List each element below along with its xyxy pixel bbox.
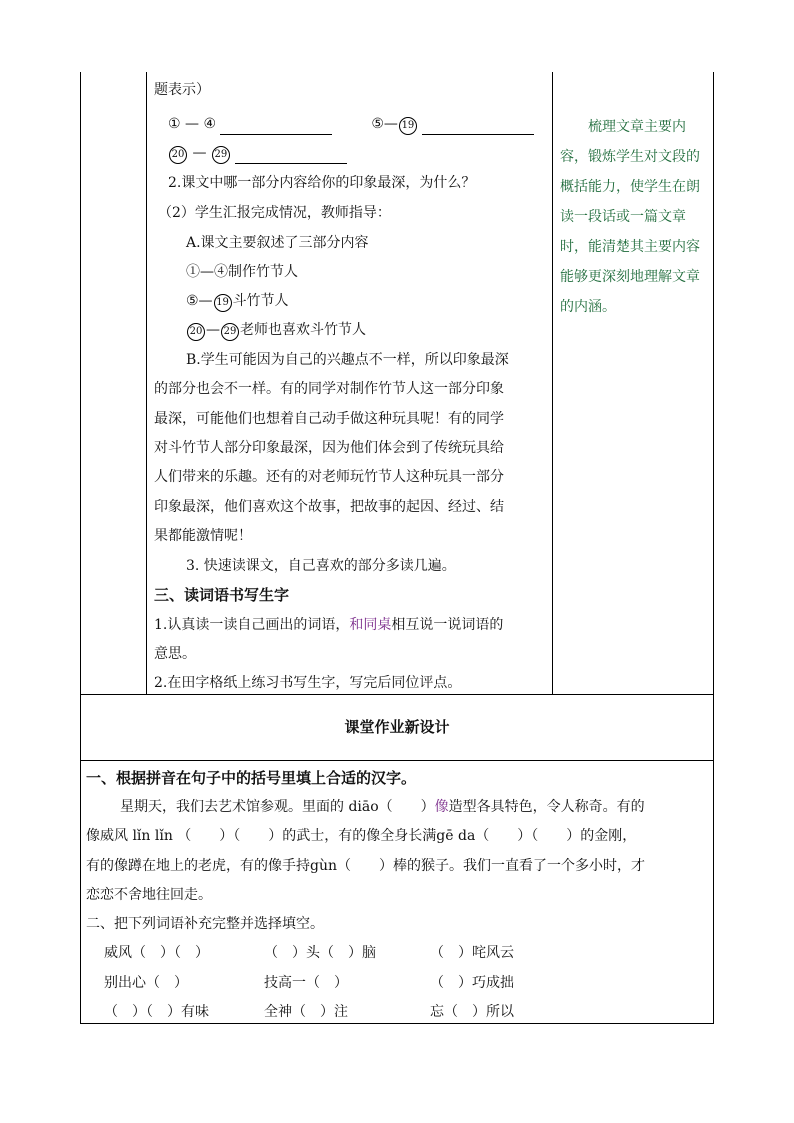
word-item: 别出心（ ） xyxy=(104,975,188,991)
range-label: 老师也喜欢斗竹节人 xyxy=(240,322,366,338)
word-item: （ ）巧成拙 xyxy=(430,975,514,991)
word-item: （ ）头（ ）脑 xyxy=(264,945,376,961)
answer-a-heading: A.课文主要叙述了三部分内容 xyxy=(186,235,369,251)
word-item: （ ）咤风云 xyxy=(430,945,514,961)
parts-row-1 xyxy=(168,114,534,135)
homework-q1-line-4: 恋恋不舍地往回走。 xyxy=(86,887,212,903)
table-left-border xyxy=(80,72,81,1024)
blank-line-3 xyxy=(235,149,347,164)
answer-b-line-3: 最深，可能他们也想着自己动手做这种玩具呢！有的同学 xyxy=(154,411,504,427)
continuation-line: 题表示） xyxy=(154,82,210,98)
dash: — xyxy=(206,322,220,338)
word-item: 全神（ ）注 xyxy=(264,1004,348,1020)
circled-number: 29 xyxy=(221,323,239,341)
step-3: 3. 快速读课文，自己喜欢的部分多读几遍。 xyxy=(186,558,456,574)
answer-a-item-3 xyxy=(186,320,366,341)
homework-q1-title: 一、根据拼音在句子中的括号里填上合适的汉字。 xyxy=(86,769,417,787)
answer-a-item-1: ①—④制作竹节人 xyxy=(186,264,298,280)
word-item: 威风（ ）（ ） xyxy=(104,945,209,961)
word-item: 技高一（ ） xyxy=(264,975,348,991)
circled-number: 19 xyxy=(399,117,417,135)
table-header-divider xyxy=(80,760,714,761)
section-3-item-2: 2.在田字格纸上练习书写生字，写完后同位评点。 xyxy=(154,675,462,691)
circled-number: 19 xyxy=(214,294,232,312)
table-bottom-border xyxy=(80,1023,714,1024)
answer-a-item-2 xyxy=(186,291,289,312)
answer-b-line-6: 印象最深，他们喜欢这个故事，把故事的起因、经过、结 xyxy=(154,499,504,515)
range-label: 斗竹节人 xyxy=(232,293,289,309)
word-item: 忘（ ）所以 xyxy=(430,1004,514,1020)
table-col2-border xyxy=(552,72,553,694)
answer-b-line-4: 对斗竹节人部分印象最深，因为他们体会到了传统玩具给 xyxy=(154,440,504,456)
text-segment: 相互说一说词语的 xyxy=(391,617,504,633)
section-3-title: 三、读词语书写生字 xyxy=(154,586,290,604)
circled-number: 20 xyxy=(169,146,187,164)
table-col1-border xyxy=(146,72,147,694)
answer-b-line-1: B.学生可能因为自己的兴趣点不一样，所以印象最深 xyxy=(186,352,509,368)
homework-q1-line-3: 有的像蹲在地上的老虎，有的像手持gùn（ ）棒的猴子。我们一直看了一个多小时，才 xyxy=(86,858,645,874)
word-item: （ ）（ ）有味 xyxy=(104,1004,209,1020)
circled-number: 29 xyxy=(212,146,230,164)
text-segment: 1.认真读一读自己画出的词语， xyxy=(154,617,350,633)
side-note: 梳理文章主要内容，锻炼学生对文段的概括能力，使学生在朗读一段话或一篇文章时，能清楚其主要内容能够更深刻地理解文章的内涵。 xyxy=(560,119,700,315)
homework-q2-title: 二、把下列词语补充完整并选择填空。 xyxy=(86,916,324,932)
part-range-1: ① — ④ xyxy=(168,116,217,132)
range-prefix: ⑤— xyxy=(186,293,213,309)
highlighted-phrase: 和同桌 xyxy=(349,617,392,633)
step-2: （2）学生汇报完成情况，教师指导： xyxy=(158,205,391,221)
part-range-2: ⑤— xyxy=(371,116,398,132)
circled-number: 20 xyxy=(187,323,205,341)
blank-line-2 xyxy=(422,120,534,135)
parts-row-2 xyxy=(168,143,347,164)
blank-line-1 xyxy=(220,120,332,135)
highlighted-char: 像 xyxy=(434,799,449,815)
section-3-item-1-cont: 意思。 xyxy=(154,646,196,662)
homework-header: 课堂作业新设计 xyxy=(344,718,450,736)
text-segment: 造型各具特色，令人称奇。有的 xyxy=(448,799,645,815)
table-right-border xyxy=(713,72,714,1024)
section-3-item-1 xyxy=(154,615,503,635)
answer-b-line-2: 的部分也会不一样。有的同学对制作竹节人这一部分印象 xyxy=(154,381,504,397)
question-2: 2.课文中哪一部分内容给你的印象最深，为什么？ xyxy=(168,175,476,191)
homework-q1-line-2: 像威风 lǐn lǐn （ ）（ ）的武士，有的像全身长满gē da（ ）（ ）的金刚， xyxy=(86,828,637,844)
homework-q1-line-1 xyxy=(120,797,645,817)
table-row-divider xyxy=(80,694,714,695)
dash: — xyxy=(192,145,207,161)
answer-b-line-7: 果都能激情呢！ xyxy=(154,528,252,544)
answer-b-line-5: 人们带来的乐趣。还有的对老师玩竹节人这种玩具一部分 xyxy=(154,469,504,485)
text-segment: 星期天，我们去艺术馆参观。里面的 diāo（ ） xyxy=(120,799,435,815)
